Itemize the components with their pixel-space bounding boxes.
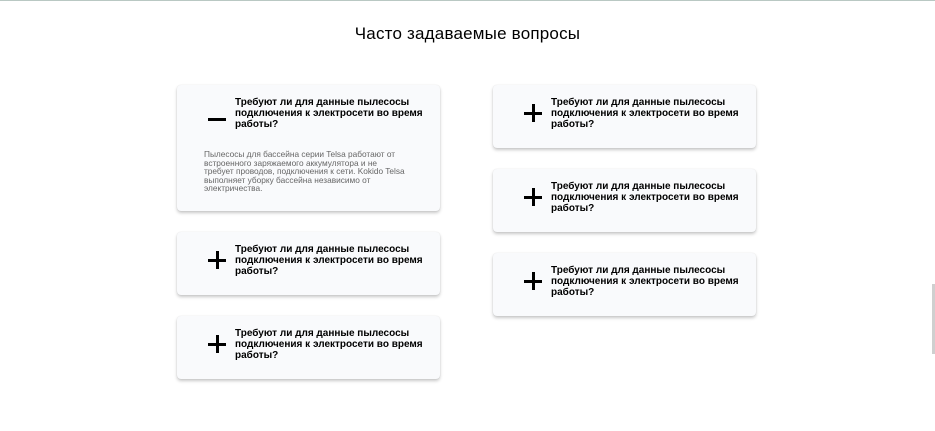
plus-icon[interactable]: [208, 335, 226, 353]
plus-icon[interactable]: [208, 251, 226, 269]
faq-column-right: [493, 85, 756, 337]
plus-icon[interactable]: [524, 272, 542, 290]
top-divider: [0, 0, 935, 1]
faq-item[interactable]: [493, 169, 756, 232]
faq-item[interactable]: [177, 85, 440, 211]
faq-item[interactable]: [493, 253, 756, 316]
minus-icon[interactable]: [208, 110, 226, 128]
faq-question: Требуют ли для данные пылесосы подключения к электросети во время работы?: [551, 181, 739, 214]
faq-question: Требуют ли для данные пылесосы подключения к электросети во время работы?: [235, 243, 423, 277]
faq-question: Требуют ли для данные пылесосы подключения к электросети во время работы?: [551, 97, 739, 130]
faq-answer: Пылесосы для бассейна серии Telsa работают от встроенного заряжаемого аккумулятора и не требует проводов, подключения к сети. Kokido Telsa выполняет уборку бассейна независимо от электричества.: [204, 149, 405, 194]
faq-item[interactable]: [177, 316, 440, 379]
faq-question: Требуют ли для данные пылесосы подключения к электросети во время работы?: [551, 265, 739, 298]
faq-item[interactable]: [177, 232, 440, 295]
plus-icon[interactable]: [524, 188, 542, 206]
faq-column-left: [177, 85, 440, 400]
faq-item[interactable]: [493, 85, 756, 148]
page-title: Часто задаваемые вопросы: [354, 24, 581, 43]
faq-question: Требуют ли для данные пылесосы подключения к электросети во время работы?: [235, 97, 423, 130]
plus-icon[interactable]: [524, 104, 542, 122]
faq-question: Требуют ли для данные пылесосы подключения к электросети во время работы?: [235, 327, 423, 361]
